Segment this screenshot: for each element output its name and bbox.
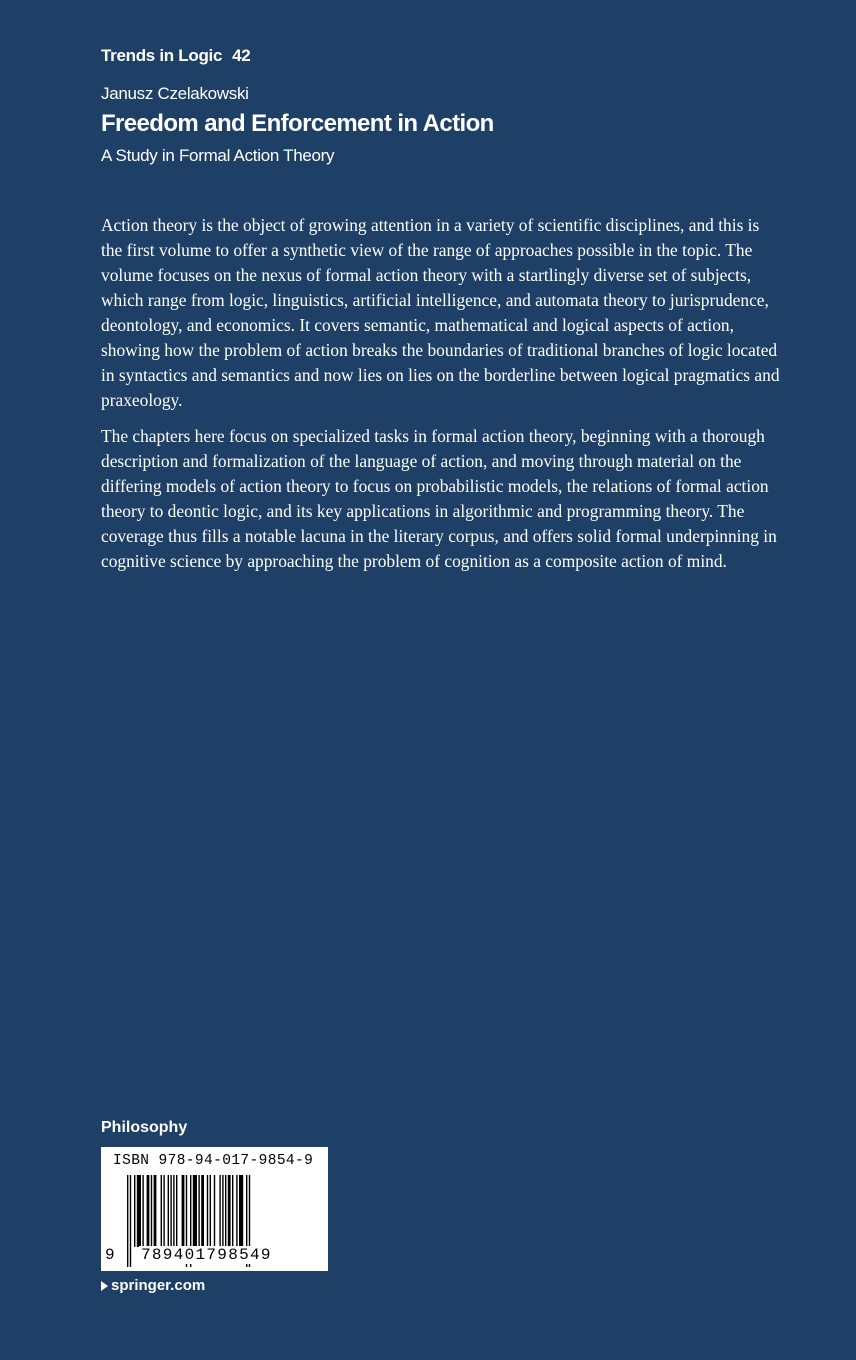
blurb-paragraph: The chapters here focus on specialized tasks in formal action theory, beginning with a thorough description and formalization of the language of action, and moving through material on the differing models of action theory to focus on probabilistic models, the relations of formal action theory to deontic logic, and its key applications in algorithmic and programming theory. The coverage thus fills a notable lacuna in the literary corpus, and offers solid formal underpinning in cognitive science by approaching the problem of cognition as a composite action of mind. [101, 426, 777, 571]
book-subtitle: A Study in Formal Action Theory [101, 146, 335, 165]
blurb-paragraph: Action theory is the object of growing attention in a variety of scientific disciplines, and this is the first volume to offer a synthetic view of the range of approaches possible in the topic. The volume focuses on the nexus of formal action theory with a startlingly diverse set of subjects, which range from logic, linguistics, artificial intelligence, and automata theory to jurisprudence, deontology, and economics. It covers semantic, mathematical and logical aspects of action, showing how the problem of action breaks the boundaries of traditional branches of logic located in syntactics and semantics and now lies on lies on the borderline between logical pragmatics and praxeology. [101, 215, 780, 410]
isbn-barcode [101, 1147, 328, 1271]
publisher-website[interactable] [101, 1277, 205, 1294]
isbn-label: ISBN 978-94-017-9854-9 [113, 1153, 314, 1169]
subject-category: Philosophy [101, 1119, 188, 1136]
barcode-digit-first: 9 [105, 1246, 115, 1264]
arrow-right-icon [101, 1281, 108, 1291]
author-name: Janusz Czelakowski [101, 84, 249, 103]
barcode-digits: 789401798549 [141, 1246, 272, 1264]
series-line [101, 46, 250, 66]
book-title: Freedom and Enforcement in Action [101, 110, 494, 137]
website-label: springer.com [111, 1277, 206, 1294]
series-name: Trends in Logic [101, 46, 223, 65]
series-volume: 42 [232, 46, 251, 65]
back-cover-blurb [101, 213, 783, 585]
